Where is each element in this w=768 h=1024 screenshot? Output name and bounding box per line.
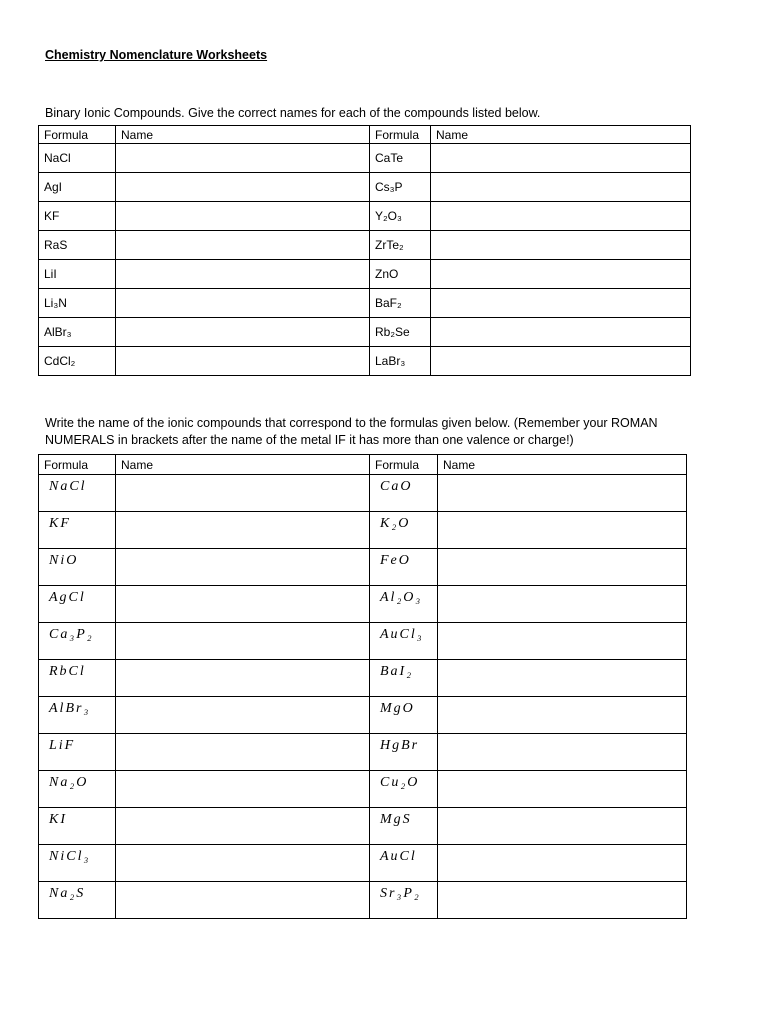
name-answer-cell[interactable] bbox=[438, 771, 687, 808]
name-answer-cell[interactable] bbox=[438, 475, 687, 512]
formula-cell: LiF bbox=[39, 734, 116, 771]
name-answer-cell[interactable] bbox=[438, 660, 687, 697]
name-answer-cell[interactable] bbox=[116, 289, 370, 318]
formula-cell: CaO bbox=[370, 475, 438, 512]
table-row bbox=[39, 475, 687, 512]
formula-cell: AlBr₃ bbox=[39, 697, 116, 734]
formula-cell: Li₃N bbox=[39, 289, 116, 318]
formula-cell: NaCl bbox=[39, 475, 116, 512]
formula-cell: NiCl₃ bbox=[39, 845, 116, 882]
name-answer-cell[interactable] bbox=[438, 512, 687, 549]
formula-cell: Na₂S bbox=[39, 882, 116, 919]
name-answer-cell[interactable] bbox=[431, 347, 691, 376]
formula-cell: Al₂O₃ bbox=[370, 586, 438, 623]
formula-cell: AuCl bbox=[370, 845, 438, 882]
formula-cell: NiO bbox=[39, 549, 116, 586]
formula-cell: LaBr₃ bbox=[370, 347, 431, 376]
table-row bbox=[39, 289, 691, 318]
name-answer-cell[interactable] bbox=[438, 586, 687, 623]
header-formula: Formula bbox=[370, 126, 431, 144]
formula-cell: AuCl₃ bbox=[370, 623, 438, 660]
formula-cell: Rb₂Se bbox=[370, 318, 431, 347]
formula-cell: ZrTe₂ bbox=[370, 231, 431, 260]
formula-cell: AlBr₃ bbox=[39, 318, 116, 347]
formula-cell: KF bbox=[39, 512, 116, 549]
name-answer-cell[interactable] bbox=[116, 697, 370, 734]
formula-cell: HgBr bbox=[370, 734, 438, 771]
header-name: Name bbox=[438, 455, 687, 475]
name-answer-cell[interactable] bbox=[438, 882, 687, 919]
table-row bbox=[39, 845, 687, 882]
table-row bbox=[39, 173, 691, 202]
formula-cell: Cu₂O bbox=[370, 771, 438, 808]
table-header-row bbox=[39, 126, 691, 144]
name-answer-cell[interactable] bbox=[438, 734, 687, 771]
name-answer-cell[interactable] bbox=[116, 734, 370, 771]
table-row bbox=[39, 586, 687, 623]
formula-cell: AgI bbox=[39, 173, 116, 202]
name-answer-cell[interactable] bbox=[116, 475, 370, 512]
table-row bbox=[39, 734, 687, 771]
name-answer-cell[interactable] bbox=[431, 173, 691, 202]
formula-cell: FeO bbox=[370, 549, 438, 586]
formula-cell: BaF₂ bbox=[370, 289, 431, 318]
table-row bbox=[39, 771, 687, 808]
formula-cell: LiI bbox=[39, 260, 116, 289]
table-row bbox=[39, 260, 691, 289]
name-answer-cell[interactable] bbox=[116, 512, 370, 549]
table-row bbox=[39, 347, 691, 376]
section2-instruction: Write the name of the ionic compounds that correspond to the formulas given below. (Remember your ROMAN NUMERALS in brackets after the name of the metal IF it has more than one valence or charge!) bbox=[45, 416, 658, 447]
page-title: Chemistry Nomenclature Worksheets bbox=[45, 48, 268, 62]
name-answer-cell[interactable] bbox=[116, 623, 370, 660]
table-row bbox=[39, 318, 691, 347]
table-row bbox=[39, 660, 687, 697]
formula-cell: RbCl bbox=[39, 660, 116, 697]
formula-cell: NaCl bbox=[39, 144, 116, 173]
name-answer-cell[interactable] bbox=[438, 549, 687, 586]
ionic-names-table bbox=[38, 454, 687, 919]
formula-cell: Sr₃P₂ bbox=[370, 882, 438, 919]
name-answer-cell[interactable] bbox=[116, 845, 370, 882]
table-header-row bbox=[39, 455, 687, 475]
header-name: Name bbox=[116, 126, 370, 144]
name-answer-cell[interactable] bbox=[431, 318, 691, 347]
name-answer-cell[interactable] bbox=[438, 808, 687, 845]
header-formula: Formula bbox=[39, 126, 116, 144]
formula-cell: KF bbox=[39, 202, 116, 231]
formula-cell: Ca₃P₂ bbox=[39, 623, 116, 660]
formula-cell: CaTe bbox=[370, 144, 431, 173]
name-answer-cell[interactable] bbox=[116, 202, 370, 231]
name-answer-cell[interactable] bbox=[438, 845, 687, 882]
formula-cell: MgS bbox=[370, 808, 438, 845]
formula-cell: KI bbox=[39, 808, 116, 845]
formula-cell: BaI₂ bbox=[370, 660, 438, 697]
name-answer-cell[interactable] bbox=[431, 144, 691, 173]
section1-instruction: Binary Ionic Compounds. Give the correct names for each of the compounds listed below. bbox=[45, 106, 541, 120]
name-answer-cell[interactable] bbox=[116, 660, 370, 697]
table-row bbox=[39, 512, 687, 549]
table-row bbox=[39, 549, 687, 586]
formula-cell: CdCl₂ bbox=[39, 347, 116, 376]
name-answer-cell[interactable] bbox=[116, 347, 370, 376]
formula-cell: Na₂O bbox=[39, 771, 116, 808]
name-answer-cell[interactable] bbox=[431, 202, 691, 231]
table-row bbox=[39, 623, 687, 660]
name-answer-cell[interactable] bbox=[116, 260, 370, 289]
name-answer-cell[interactable] bbox=[116, 144, 370, 173]
formula-cell: MgO bbox=[370, 697, 438, 734]
name-answer-cell[interactable] bbox=[431, 231, 691, 260]
formula-cell: Y₂O₃ bbox=[370, 202, 431, 231]
name-answer-cell[interactable] bbox=[116, 549, 370, 586]
name-answer-cell[interactable] bbox=[116, 808, 370, 845]
name-answer-cell[interactable] bbox=[116, 231, 370, 260]
table-row bbox=[39, 144, 691, 173]
formula-cell: AgCl bbox=[39, 586, 116, 623]
table-row bbox=[39, 697, 687, 734]
name-answer-cell[interactable] bbox=[116, 882, 370, 919]
name-answer-cell[interactable] bbox=[116, 318, 370, 347]
binary-ionic-table bbox=[38, 125, 691, 376]
formula-cell: ZnO bbox=[370, 260, 431, 289]
header-formula: Formula bbox=[39, 455, 116, 475]
name-answer-cell[interactable] bbox=[116, 771, 370, 808]
name-answer-cell[interactable] bbox=[431, 289, 691, 318]
name-answer-cell[interactable] bbox=[116, 173, 370, 202]
name-answer-cell[interactable] bbox=[438, 697, 687, 734]
table-row bbox=[39, 231, 691, 260]
table-row bbox=[39, 808, 687, 845]
name-answer-cell[interactable] bbox=[438, 623, 687, 660]
header-name: Name bbox=[116, 455, 370, 475]
formula-cell: Cs₃P bbox=[370, 173, 431, 202]
header-name: Name bbox=[431, 126, 691, 144]
formula-cell: RaS bbox=[39, 231, 116, 260]
name-answer-cell[interactable] bbox=[431, 260, 691, 289]
table-row bbox=[39, 202, 691, 231]
formula-cell: K₂O bbox=[370, 512, 438, 549]
table-row bbox=[39, 882, 687, 919]
name-answer-cell[interactable] bbox=[116, 586, 370, 623]
header-formula: Formula bbox=[370, 455, 438, 475]
